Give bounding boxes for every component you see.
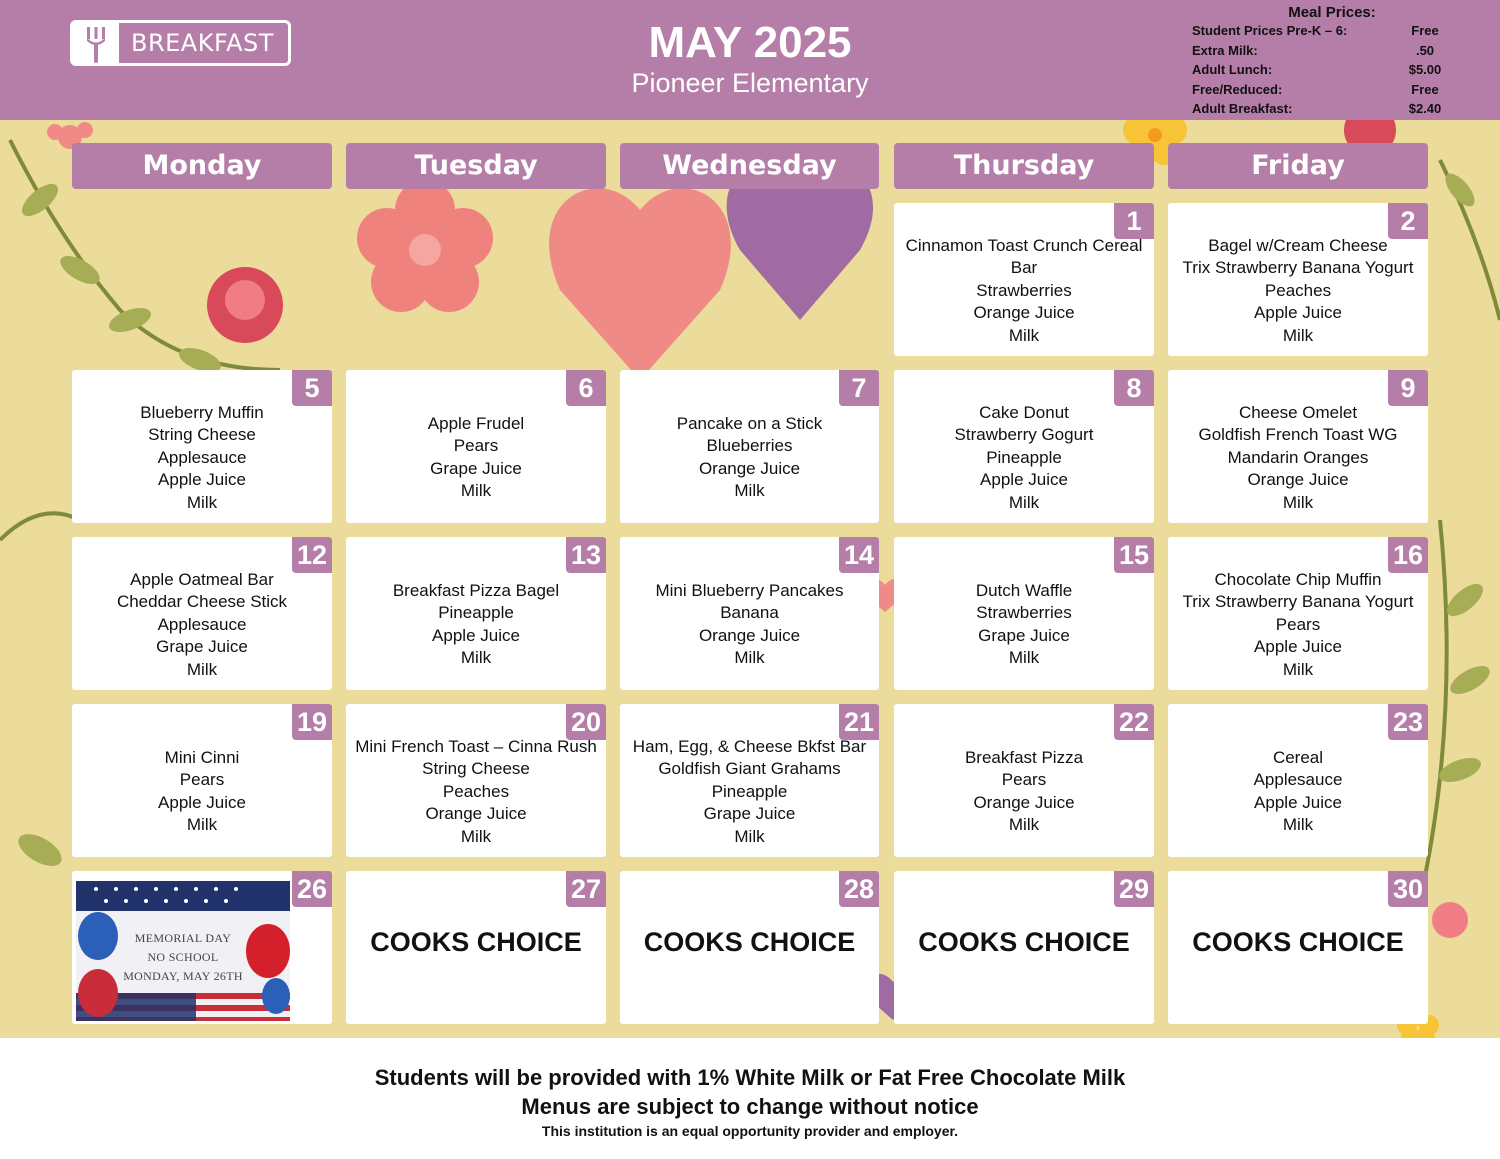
menu-items bbox=[72, 546, 332, 681]
menu-item: Strawberry Gogurt bbox=[954, 424, 1094, 444]
calendar-day-cell bbox=[894, 370, 1154, 523]
day-number: 26 bbox=[292, 871, 332, 907]
day-number: 29 bbox=[1114, 871, 1154, 907]
menu-items bbox=[894, 379, 1154, 514]
calendar-day-cell bbox=[1168, 704, 1428, 857]
menu-item: Milk bbox=[1008, 648, 1040, 667]
calendar-day-cell bbox=[72, 537, 332, 690]
day-number: 6 bbox=[566, 370, 606, 406]
menu-item: Milk bbox=[1282, 492, 1314, 512]
menu-item: Mandarin Oranges bbox=[1227, 447, 1369, 467]
menu-items bbox=[346, 713, 606, 848]
day-number: 27 bbox=[566, 871, 606, 907]
menu-item: Mini French Toast – Cinna Rush bbox=[355, 736, 597, 756]
menu-item: Pineapple bbox=[986, 447, 1062, 467]
memorial-day-line: NO SCHOOL bbox=[147, 950, 219, 964]
menu-item: Apple Oatmeal Bar bbox=[130, 569, 274, 589]
menu-items bbox=[1168, 725, 1428, 837]
memorial-day-text bbox=[116, 929, 250, 986]
price-row: Student Prices Pre-K – 6: Free bbox=[1192, 23, 1439, 38]
menu-item: Pineapple bbox=[711, 781, 788, 801]
menu-item: Pears bbox=[1001, 770, 1047, 789]
calendar-day-cell bbox=[346, 370, 606, 523]
menu-item: Pineapple bbox=[438, 603, 514, 622]
calendar-day-cell bbox=[72, 704, 332, 857]
footer bbox=[0, 1038, 1500, 1159]
cooks-choice-label: COOKS CHOICE bbox=[1192, 927, 1404, 957]
footer-change-note: Menus are subject to change without notice bbox=[521, 1094, 979, 1119]
menu-item: Cereal bbox=[1272, 747, 1324, 767]
calendar-day-cell bbox=[1168, 871, 1428, 1024]
menu-item: Trix Strawberry Banana Yogurt bbox=[1182, 591, 1414, 611]
calendar-day-cell bbox=[620, 370, 879, 523]
menu-item: Blueberries bbox=[706, 436, 793, 455]
menu-item: Milk bbox=[1282, 659, 1314, 679]
menu-items bbox=[620, 391, 879, 503]
menu-items bbox=[894, 725, 1154, 837]
menu-item: Cheese Omelet bbox=[1238, 402, 1358, 422]
meal-prices bbox=[1192, 4, 1452, 119]
calendar-day-cell bbox=[894, 537, 1154, 690]
memorial-day-line: MEMORIAL DAY bbox=[134, 931, 232, 945]
menu-item: Milk bbox=[734, 826, 765, 846]
menu-item: Milk bbox=[1008, 492, 1040, 512]
menu-item: Blueberry Muffin bbox=[140, 402, 264, 422]
day-number: 22 bbox=[1114, 704, 1154, 740]
price-row: Adult Lunch: $5.00 bbox=[1192, 62, 1442, 77]
menu-items bbox=[620, 558, 879, 670]
menu-item: Orange Juice bbox=[1247, 469, 1349, 489]
menu-item: Milk bbox=[1008, 325, 1040, 345]
calendar-day-cell bbox=[894, 704, 1154, 857]
menu-item: Pears bbox=[179, 770, 225, 789]
menu-items bbox=[620, 713, 879, 848]
menu-item: Goldfish French Toast WG bbox=[1198, 424, 1398, 444]
cooks-choice-label: COOKS CHOICE bbox=[370, 927, 582, 957]
menu-item: Milk bbox=[1282, 325, 1314, 345]
menu-item: Strawberries bbox=[976, 280, 1072, 300]
calendar-day-cell bbox=[346, 704, 606, 857]
menu-item: Milk bbox=[1282, 815, 1314, 834]
menu-item: Milk bbox=[186, 815, 218, 834]
calendar-day-cell bbox=[894, 871, 1154, 1024]
calendar-day-cell bbox=[346, 537, 606, 690]
menu-item: Grape Juice bbox=[978, 625, 1070, 645]
menu-items bbox=[346, 558, 606, 670]
menu-item: Apple Juice bbox=[1254, 302, 1342, 322]
menu-item: Ham, Egg, & Cheese Bkfst Bar bbox=[632, 736, 867, 756]
menu-item: Bar bbox=[1010, 257, 1038, 277]
menu-item: Cheddar Cheese Stick bbox=[116, 591, 288, 611]
memorial-day-line: MONDAY, MAY 26TH bbox=[123, 969, 243, 983]
page-title: MAY 2025 bbox=[648, 18, 852, 67]
calendar-day-cell bbox=[1168, 203, 1428, 356]
day-number: 12 bbox=[292, 537, 332, 573]
menu-item: Breakfast Pizza Bagel bbox=[392, 580, 560, 600]
menu-item: Breakfast Pizza bbox=[964, 747, 1084, 767]
calendar-day-cell bbox=[72, 370, 332, 523]
day-header-monday: Monday bbox=[72, 143, 332, 189]
menu-item: Milk bbox=[460, 481, 492, 500]
menu-items bbox=[894, 558, 1154, 670]
menu-item: Mini Cinni bbox=[164, 747, 240, 767]
calendar-day-cell bbox=[620, 537, 879, 690]
calendar-day-cell bbox=[1168, 537, 1428, 690]
day-number: 20 bbox=[566, 704, 606, 740]
menu-items bbox=[346, 391, 606, 503]
menu-item: Orange Juice bbox=[973, 302, 1075, 322]
menu-item: Pears bbox=[453, 436, 499, 455]
day-number: 5 bbox=[292, 370, 332, 406]
menu-item: Pears bbox=[1275, 614, 1321, 634]
day-number: 1 bbox=[1114, 203, 1154, 239]
menu-item: Banana bbox=[720, 603, 779, 622]
menu-item: Milk bbox=[460, 648, 492, 667]
calendar-day-cell bbox=[72, 871, 332, 1024]
menu-item: Applesauce bbox=[157, 614, 247, 634]
menu-item: Applesauce bbox=[157, 447, 247, 467]
day-number: 23 bbox=[1388, 704, 1428, 740]
price-row: Adult Breakfast: $2.40 bbox=[1192, 101, 1442, 116]
cooks-choice-label: COOKS CHOICE bbox=[918, 927, 1130, 957]
menu-item: Milk bbox=[460, 826, 492, 846]
menu-item: Peaches bbox=[1264, 280, 1332, 300]
menu-item: Apple Juice bbox=[158, 792, 246, 812]
menu-items bbox=[72, 725, 332, 837]
menu-items bbox=[72, 379, 332, 514]
menu-item: Orange Juice bbox=[698, 625, 801, 645]
day-number: 7 bbox=[839, 370, 879, 406]
breakfast-logo bbox=[70, 20, 291, 66]
day-header-friday: Friday bbox=[1168, 143, 1428, 189]
price-row: Extra Milk: .50 bbox=[1192, 42, 1435, 58]
menu-item: Cake Donut bbox=[979, 402, 1069, 422]
day-number: 30 bbox=[1388, 871, 1428, 907]
footer-milk-note: Students will be provided with 1% White Milk or Fat Free Chocolate Milk bbox=[374, 1065, 1126, 1090]
menu-item: Apple Juice bbox=[1254, 792, 1342, 812]
day-number: 13 bbox=[566, 537, 606, 573]
calendar-day-cell bbox=[894, 203, 1154, 356]
calendar-day-cell bbox=[620, 871, 879, 1024]
day-number: 2 bbox=[1388, 203, 1428, 239]
day-header-tuesday: Tuesday bbox=[346, 143, 606, 189]
day-number: 8 bbox=[1114, 370, 1154, 406]
school-name: Pioneer Elementary bbox=[631, 68, 869, 98]
menu-item: Apple Juice bbox=[158, 469, 246, 489]
day-number: 16 bbox=[1388, 537, 1428, 573]
header-band bbox=[0, 0, 1500, 120]
menu-item: Milk bbox=[1008, 815, 1040, 834]
meal-prices-heading: Meal Prices: bbox=[1288, 4, 1376, 21]
calendar-day-cell bbox=[346, 871, 606, 1024]
footer-equal-opportunity: This institution is an equal opportunity provider and employer. bbox=[541, 1123, 959, 1139]
menu-item: Milk bbox=[734, 648, 765, 667]
menu-item: Applesauce bbox=[1253, 770, 1343, 789]
day-number: 9 bbox=[1388, 370, 1428, 406]
menu-items bbox=[1168, 379, 1428, 514]
menu-item: Mini Blueberry Pancakes bbox=[655, 580, 844, 600]
menu-item: Bagel w/Cream Cheese bbox=[1208, 235, 1388, 255]
day-header-thursday: Thursday bbox=[894, 143, 1154, 189]
menu-item: Orange Juice bbox=[425, 803, 527, 823]
menu-item: Milk bbox=[186, 492, 218, 512]
day-number: 21 bbox=[839, 704, 879, 740]
day-number: 15 bbox=[1114, 537, 1154, 573]
menu-item: Strawberries bbox=[976, 603, 1072, 622]
menu-item: Grape Juice bbox=[430, 458, 522, 478]
menu-item: Chocolate Chip Muffin bbox=[1214, 569, 1382, 589]
fork-icon-box bbox=[73, 23, 119, 63]
price-row: Free/Reduced: Free bbox=[1192, 81, 1439, 97]
calendar-day-cell bbox=[620, 704, 879, 857]
menu-item: Goldfish Giant Grahams bbox=[658, 758, 841, 778]
menu-item: Cinnamon Toast Crunch Cereal bbox=[905, 235, 1143, 255]
menu-item: Dutch Waffle bbox=[975, 580, 1073, 600]
menu-items bbox=[894, 212, 1154, 347]
cooks-choice-label: COOKS CHOICE bbox=[643, 927, 856, 957]
menu-items bbox=[1168, 546, 1428, 681]
day-number: 28 bbox=[839, 871, 879, 907]
fork-icon bbox=[85, 27, 107, 63]
menu-item: Apple Juice bbox=[1254, 636, 1342, 656]
calendar-day-cell bbox=[1168, 370, 1428, 523]
menu-items bbox=[1168, 212, 1428, 347]
day-number: 19 bbox=[292, 704, 332, 740]
menu-item: Apple Frudel bbox=[427, 413, 525, 433]
menu-item: String Cheese bbox=[148, 424, 256, 444]
menu-item: Peaches bbox=[442, 781, 510, 801]
menu-item: Orange Juice bbox=[698, 458, 801, 478]
menu-item: Pancake on a Stick bbox=[676, 413, 823, 433]
menu-item: Milk bbox=[734, 481, 765, 500]
menu-item: String Cheese bbox=[422, 758, 530, 778]
menu-item: Grape Juice bbox=[156, 636, 248, 656]
menu-item: Apple Juice bbox=[980, 469, 1068, 489]
menu-item: Orange Juice bbox=[973, 792, 1075, 812]
menu-item: Grape Juice bbox=[703, 803, 796, 823]
logo-label: BREAKFAST bbox=[131, 29, 274, 57]
memorial-day-image bbox=[76, 881, 290, 1021]
menu-item: Milk bbox=[186, 659, 218, 679]
menu-item: Apple Juice bbox=[432, 625, 520, 645]
menu-item: Trix Strawberry Banana Yogurt bbox=[1182, 257, 1414, 277]
day-header-wednesday: Wednesday bbox=[620, 143, 879, 189]
day-number: 14 bbox=[839, 537, 879, 573]
